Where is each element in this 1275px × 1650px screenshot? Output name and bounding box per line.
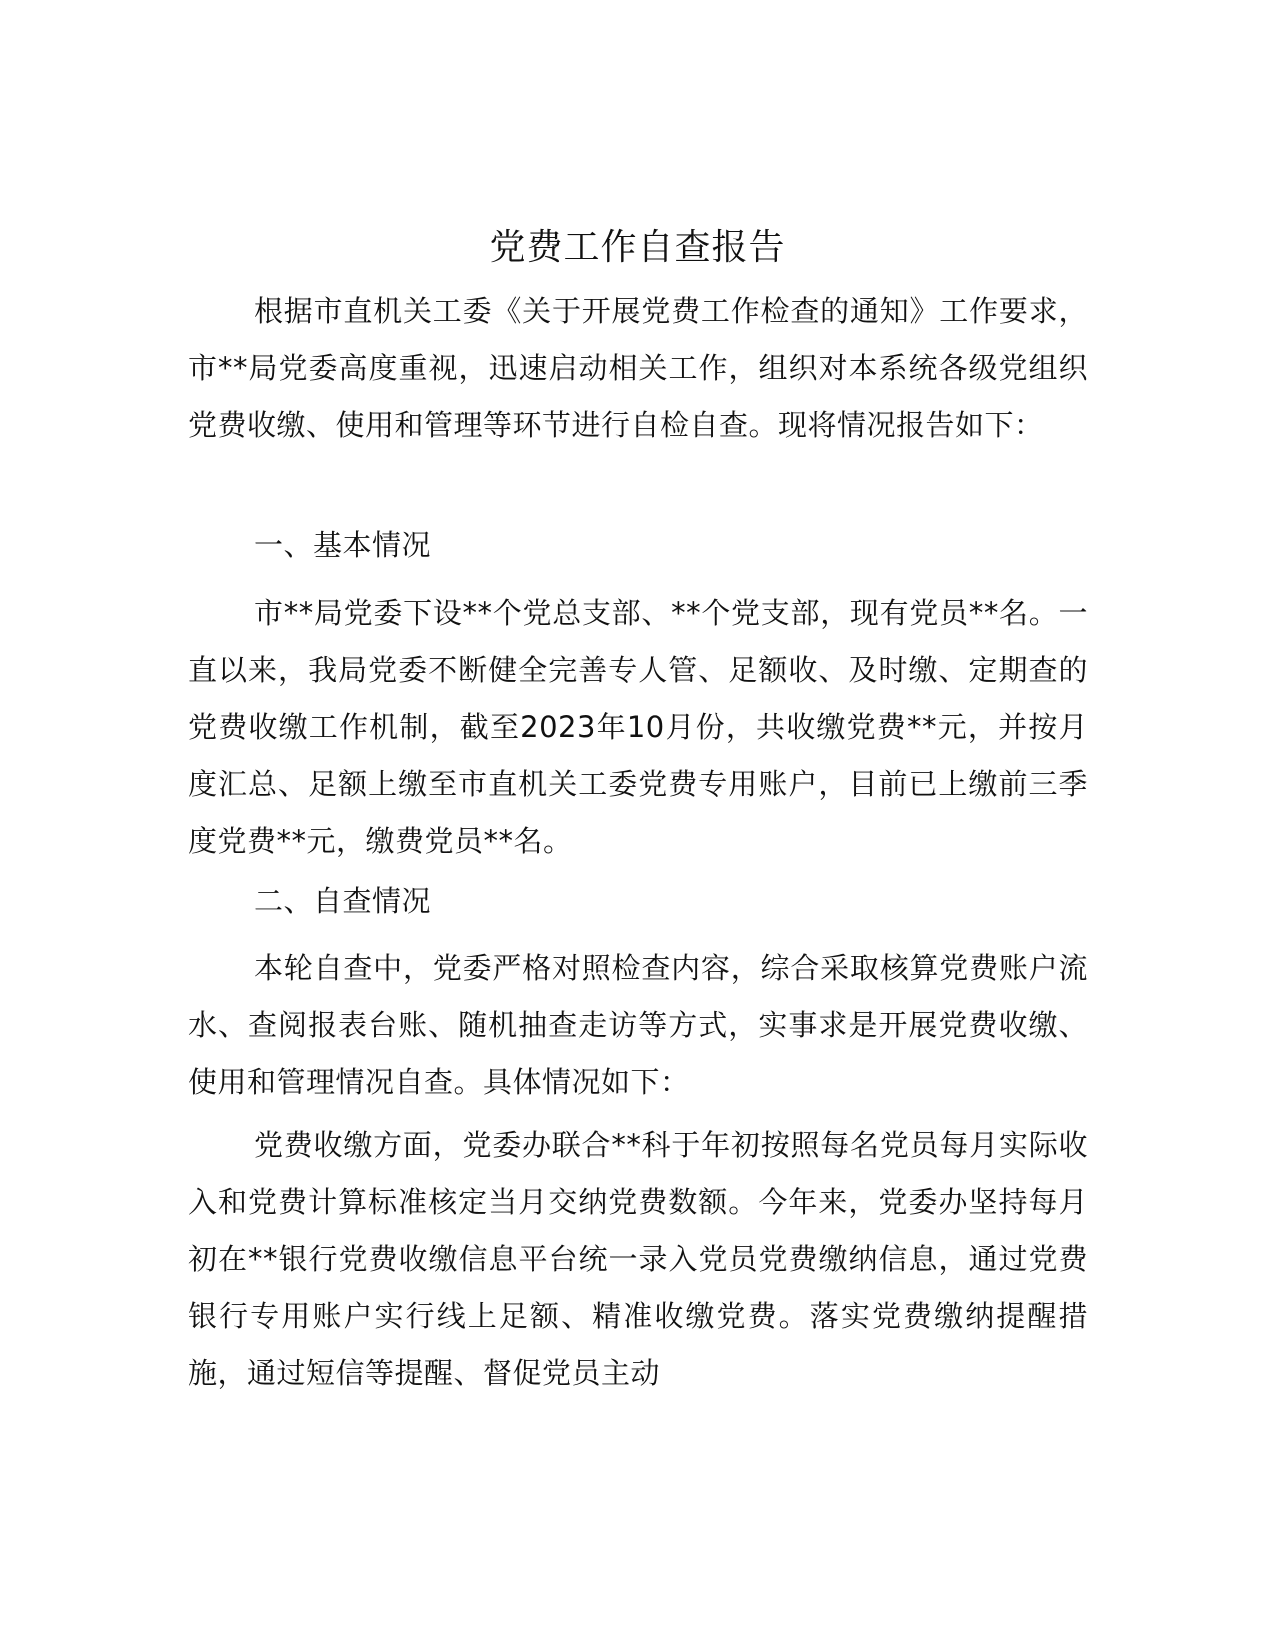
selfcheck-paragraph: 本轮自查中，党委严格对照检查内容，综合采取核算党费账户流水、查阅报表台账、随机抽查走访等方式，实事求是开展党费收缴、使用和管理情况自查。具体情况如下： <box>188 951 1088 1099</box>
document-title: 党费工作自查报告 <box>489 227 786 268</box>
basic-info-paragraph: 市**局党委下设**个党总支部、**个党支部，现有党员**名。一直以来，我局党委不断健全完善专人管、足额收、及时缴、定期查的党费收缴工作机制，截至2023年10月份，共收缴党费**元，并按月度汇总、足额上缴至市直机关工委党费专用账户，目前已上缴前三季度党费**元，缴费党员**名。 <box>188 596 1088 858</box>
section-heading-basic: 一、基本情况 <box>254 528 432 562</box>
intro-paragraph: 根据市直机关工委《关于开展党费工作检查的通知》工作要求，市**局党委高度重视，迅速启动相关工作，组织对本系统各级党组织党费收缴、使用和管理等环节进行自检自查。现将情况报告如下： <box>188 294 1088 442</box>
fee-collection-paragraph: 党费收缴方面，党委办联合**科于年初按照每名党员每月实际收入和党费计算标准核定当月交纳党费数额。今年来，党委办坚持每月初在**银行党费收缴信息平台统一录入党员党费缴纳信息，通过党费银行专用账户实行线上足额、精准收缴党费。落实党费缴纳提醒措施，通过短信等提醒、督促党员主动 <box>188 1128 1088 1390</box>
section-heading-selfcheck: 二、自查情况 <box>254 884 432 918</box>
